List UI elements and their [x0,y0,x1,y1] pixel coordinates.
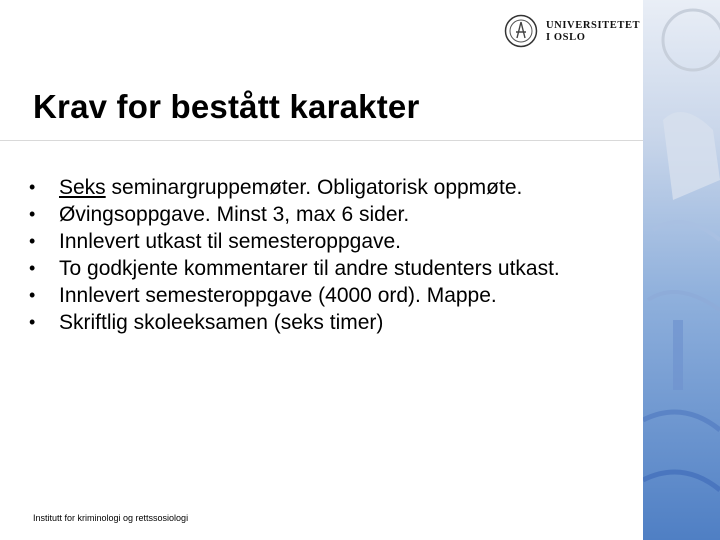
bullet-text: seminargruppemøter. Obligatorisk oppmøte. [105,176,523,199]
university-name-line2: I OSLO [546,32,586,43]
bullet-symbol: • [29,204,36,224]
slide-title: Krav for bestått karakter [33,88,420,125]
university-logo [504,14,644,54]
bullet-item [26,175,626,200]
bullet-text: Innlevert utkast til semesteroppgave. [59,230,402,253]
bullet-list [26,175,626,337]
bullet-item [26,283,626,308]
bullet-item [26,229,626,254]
bullet-item [26,256,626,281]
bullet-text: Innlevert semesteroppgave (4000 ord). Mappe. [59,284,497,307]
footer-institute: Institutt for kriminologi og rettssosiologi [33,513,189,523]
title-divider [0,140,643,141]
bullet-symbol: • [29,258,36,278]
university-name-line1: UNIVERSITETET [546,20,641,31]
decorative-side-strip [643,0,720,540]
bullet-symbol: • [29,285,36,305]
bullet-underlined-text: Seks [59,176,106,199]
bullet-symbol: • [29,177,36,197]
bullet-text: Skriftlig skoleeksamen (seks timer) [59,311,384,334]
bullet-item [26,202,626,227]
university-seal-icon [504,14,538,48]
bullet-text: To godkjente kommentarer til andre studenters utkast. [59,257,560,280]
bullet-symbol: • [29,231,36,251]
university-name [546,20,640,44]
bullet-text: Øvingsoppgave. Minst 3, max 6 sider. [59,203,410,226]
title-area [33,88,633,126]
bullet-item [26,310,626,335]
decorative-figure-graphic [643,0,720,540]
bullet-symbol: • [29,312,36,332]
